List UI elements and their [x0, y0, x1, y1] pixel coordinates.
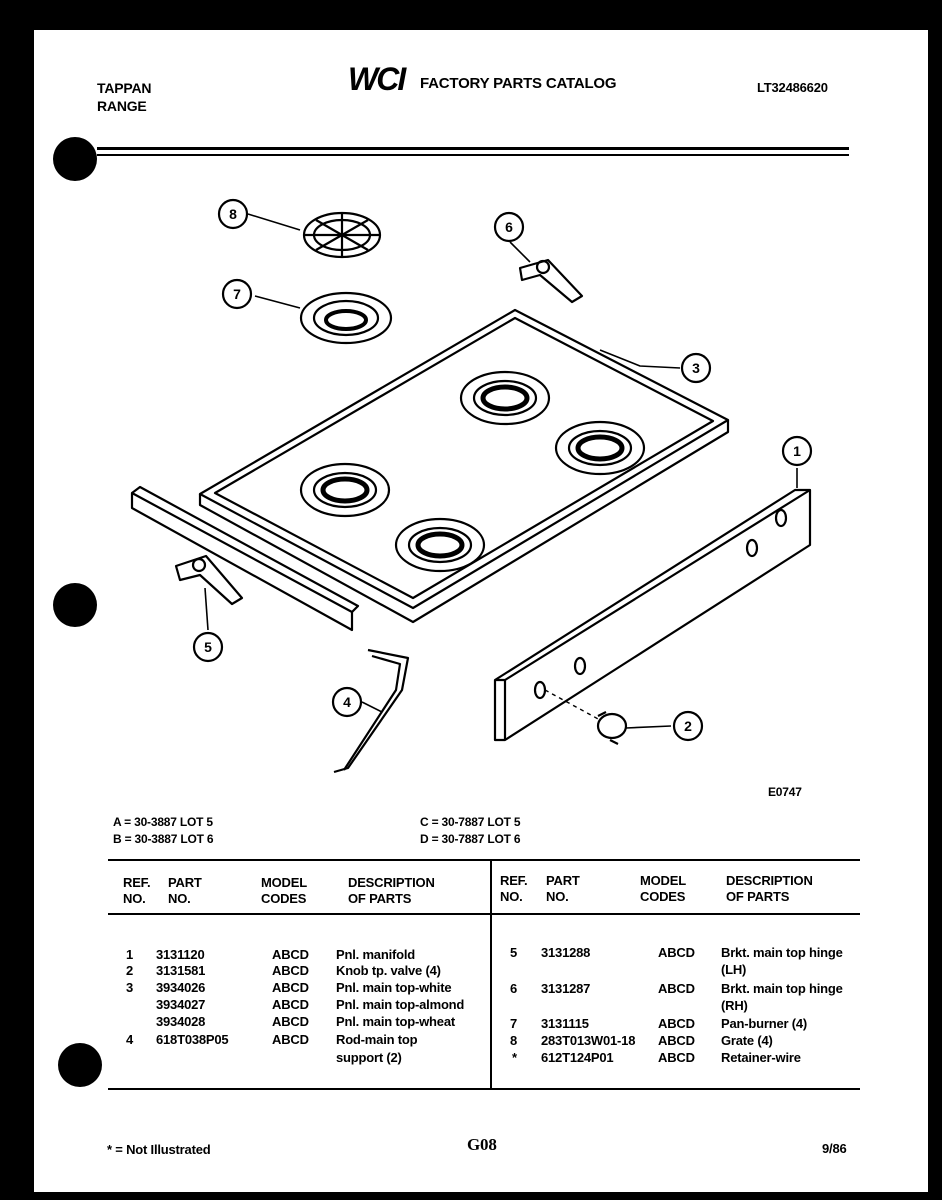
- burner-opening-front-left: [301, 464, 389, 516]
- header-model-codes: CODES: [261, 891, 307, 906]
- header-part: PART: [168, 875, 202, 890]
- table-row-desc: Pnl. main top-wheat: [336, 1014, 455, 1029]
- table-row-desc: Pan-burner (4): [721, 1016, 808, 1031]
- burner-grate: [304, 213, 380, 257]
- table-row-codes: ABCD: [272, 963, 309, 978]
- wci-logo: WCI: [348, 61, 405, 97]
- burner-opening-front-right: [396, 519, 484, 571]
- table-row-part: 3131581: [156, 963, 206, 978]
- table-row-part: 3131120: [156, 947, 205, 962]
- model-number: LT32486620: [757, 80, 828, 95]
- callout-5: 5: [204, 639, 212, 655]
- header-part-no: NO.: [546, 889, 569, 904]
- table-row-part: 3131288: [541, 945, 591, 960]
- header-ref-no: NO.: [123, 891, 146, 906]
- table-row-ref: 5: [510, 945, 518, 960]
- header-model: MODEL: [640, 873, 686, 888]
- table-row-codes: ABCD: [272, 1014, 309, 1029]
- table-row-part: 612T124P01: [541, 1050, 614, 1065]
- diagram-code: E0747: [768, 785, 802, 799]
- header-ref: REF.: [123, 875, 151, 890]
- table-row-ref: 4: [126, 1032, 134, 1047]
- table-row-part: 3934028: [156, 1014, 206, 1029]
- manifold-panel: [495, 490, 810, 740]
- callout-2: 2: [684, 718, 692, 734]
- table-row-codes: ABCD: [658, 981, 695, 996]
- table-row-desc: (RH): [721, 998, 748, 1013]
- burner-opening-rear-left: [461, 372, 549, 424]
- callout-4: 4: [343, 694, 351, 710]
- header-description-parts: OF PARTS: [726, 889, 790, 904]
- brand-name: TAPPAN: [97, 80, 152, 96]
- footnote-not-illustrated: * = Not Illustrated: [107, 1142, 211, 1157]
- header-model-codes: CODES: [640, 889, 686, 904]
- table-row-desc: Pnl. main top-white: [336, 980, 452, 995]
- product-type: RANGE: [97, 98, 147, 114]
- table-row-codes: ABCD: [658, 945, 695, 960]
- table-row-desc: Brkt. main top hinge: [721, 981, 843, 996]
- table-row-desc: Retainer-wire: [721, 1050, 801, 1065]
- table-row-desc: support (2): [336, 1050, 402, 1065]
- table-row-desc: (LH): [721, 962, 747, 977]
- table-row-part: 3934027: [156, 997, 206, 1012]
- table-row-desc: Pnl. main top-almond: [336, 997, 465, 1012]
- burner-pan: [301, 293, 391, 343]
- table-row-codes: ABCD: [658, 1050, 695, 1065]
- table-row-ref: 1: [126, 947, 134, 962]
- main-top-support-rod: [334, 650, 408, 772]
- header-model: MODEL: [261, 875, 307, 890]
- table-row-desc: Knob tp. valve (4): [336, 963, 441, 978]
- main-top-panel: [200, 310, 728, 622]
- header-description: DESCRIPTION: [726, 873, 813, 888]
- model-code-a: A = 30-3887 LOT 5: [113, 815, 213, 829]
- table-top-rule: [108, 859, 860, 861]
- table-row-ref: *: [512, 1050, 517, 1065]
- table-row-part: 3131287: [541, 981, 591, 996]
- table-row-desc: Rod-main top: [336, 1032, 418, 1047]
- table-row-codes: ABCD: [272, 947, 309, 962]
- callout-3: 3: [692, 360, 700, 376]
- model-code-c: C = 30-7887 LOT 5: [420, 815, 521, 829]
- table-row-desc: Pnl. manifold: [336, 947, 416, 962]
- table-row-part: 3934026: [156, 980, 206, 995]
- table-bottom-rule: [108, 1088, 860, 1090]
- table-column-divider: [490, 860, 492, 1088]
- header-part: PART: [546, 873, 580, 888]
- table-row-part: 3131115: [541, 1016, 589, 1031]
- valve-knob: [545, 690, 626, 744]
- header-ref-no: NO.: [500, 889, 523, 904]
- table-row-codes: ABCD: [658, 1016, 695, 1031]
- table-row-part: 283T013W01-18: [541, 1033, 636, 1048]
- callout-1: 1: [793, 443, 801, 459]
- binder-hole-bottom: [58, 1043, 102, 1087]
- table-row-part: 618T038P05: [156, 1032, 229, 1047]
- table-row-codes: ABCD: [272, 997, 309, 1012]
- table-header-rule: [108, 913, 860, 915]
- header-part-no: NO.: [168, 891, 191, 906]
- burner-opening-rear-right: [556, 422, 644, 474]
- revision-date: 9/86: [822, 1141, 847, 1156]
- page-code: G08: [467, 1135, 497, 1154]
- catalog-title: FACTORY PARTS CATALOG: [420, 75, 617, 92]
- hinge-bracket-rh: [520, 260, 582, 302]
- table-row-codes: ABCD: [272, 980, 309, 995]
- table-row-desc: Grate (4): [721, 1033, 773, 1048]
- table-row-ref: 2: [126, 963, 134, 978]
- table-row-desc: Brkt. main top hinge: [721, 945, 843, 960]
- header-ref: REF.: [500, 873, 528, 888]
- callout-8: 8: [229, 206, 237, 222]
- table-row-ref: 6: [510, 981, 518, 996]
- model-code-b: B = 30-3887 LOT 6: [113, 832, 214, 846]
- table-row-codes: ABCD: [658, 1033, 695, 1048]
- table-row-codes: ABCD: [272, 1032, 309, 1047]
- header-description-parts: OF PARTS: [348, 891, 412, 906]
- model-code-d: D = 30-7887 LOT 6: [420, 832, 521, 846]
- table-row-ref: 7: [510, 1016, 518, 1031]
- table-row-ref: 8: [510, 1033, 518, 1048]
- header-description: DESCRIPTION: [348, 875, 435, 890]
- callout-7: 7: [233, 286, 241, 302]
- table-row-ref: 3: [126, 980, 134, 995]
- callout-6: 6: [505, 219, 513, 235]
